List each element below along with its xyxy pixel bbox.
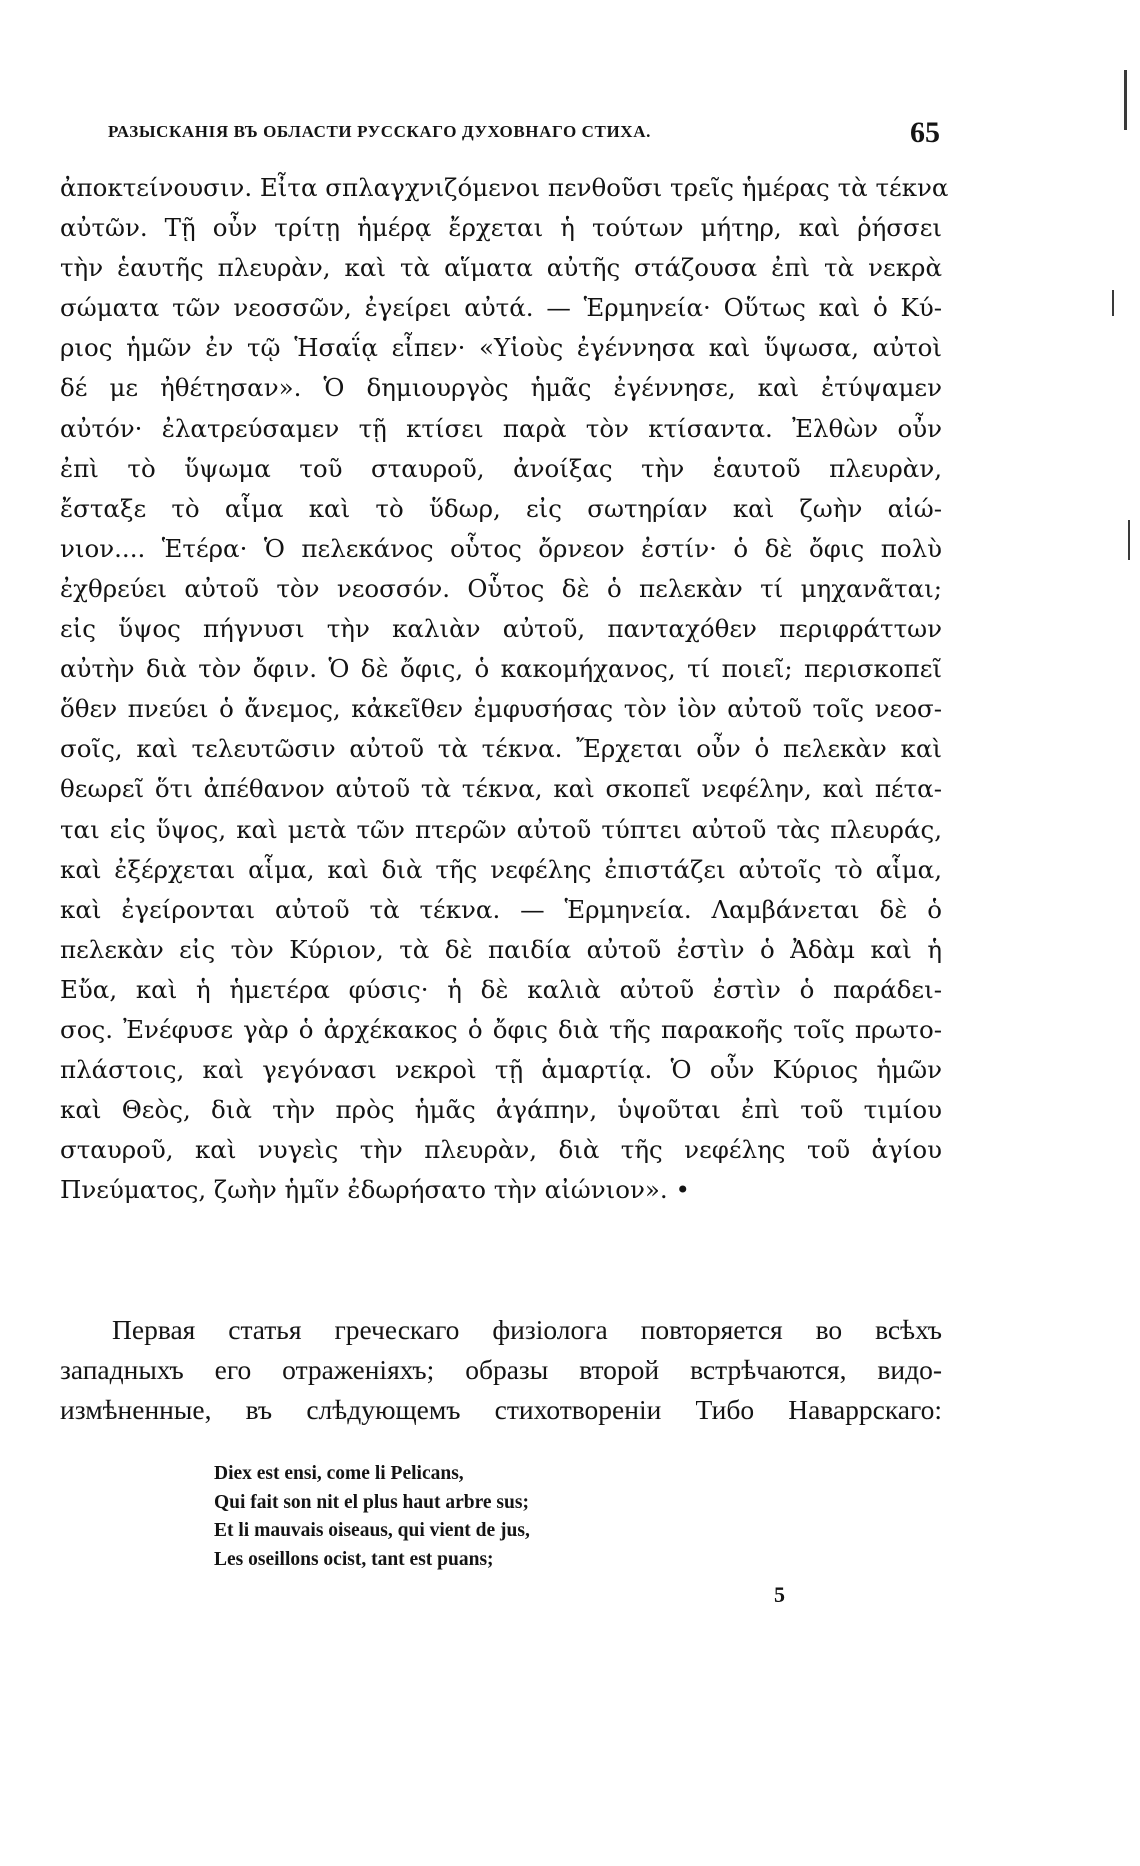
russian-line: Первая статья греческаго физіолога повторяется во всѣхъ [112, 1314, 942, 1345]
greek-quotation [60, 168, 949, 1210]
greek-line: αὐτόν· ἐλατρεύσαμεν τῇ κτίσει παρὰ τὸν κτίσαντα. Ἐλθὼν οὖν [60, 413, 942, 443]
greek-line: ἀποκτείνουσιν. Εἶτα σπλαγχνιζόμενοι πενθοῦσι τρεῖς ἡμέρας τὰ τέκνα [60, 173, 949, 202]
greek-line: ται εἰς ὕψος, καὶ μετὰ τῶν πτερῶν αὐτοῦ τύπτει αὐτοῦ τὰς πλευράς, [60, 814, 942, 844]
running-title: РАЗЫСКАНІЯ ВЪ ОБЛАСТИ РУССКАГО ДУХОВНАГО СТИХА. [108, 122, 651, 141]
greek-line: πελεκὰν εἰς τὸν Κύριον, τὰ δὲ παιδία αὐτοῦ ἐστὶν ὁ Ἀδὰμ καὶ ἡ [60, 934, 942, 964]
greek-line: θεωρεῖ ὅτι ἀπέθανον αὐτοῦ τὰ τέκνα, καὶ σκοπεῖ νεφέλην, καὶ πέτα- [60, 774, 942, 804]
greek-line: εἰς ὕψος πήγνυσι τὴν καλιὰν αὐτοῦ, πανταχόθεν περιφράττων [60, 614, 942, 644]
poem-line: Qui fait son nit el plus haut arbre sus; [214, 1491, 529, 1513]
russian-line: западныхъ его отраженіяхъ; образы второй встрѣчаются, видо- [60, 1354, 942, 1385]
greek-line: καὶ ἐγείρονται αὐτοῦ τὰ τέκνα. — Ἑρμηνεία. Λαμβάνεται δὲ ὁ [60, 894, 942, 924]
greek-line: σταυροῦ, καὶ νυγεὶς τὴν πλευρὰν, διὰ τῆς νεφέλης τοῦ ἁγίου [60, 1135, 942, 1165]
page-edge-mark [1112, 290, 1114, 316]
greek-line: καὶ Θεὸς, διὰ τὴν πρὸς ἡμᾶς ἀγάπην, ὑψοῦται ἐπὶ τοῦ τιμίου [60, 1095, 942, 1125]
page-edge-mark [1124, 70, 1127, 130]
greek-line: σώματα τῶν νεοσσῶν, ἐγείρει αὐτά. — Ἑρμηνεία· Οὕτως καὶ ὁ Κύ- [60, 293, 942, 323]
greek-line: καὶ ἐξέρχεται αἷμα, καὶ διὰ τῆς νεφέλης ἐπιστάζει αὐτοῖς τὸ αἷμα, [60, 854, 942, 884]
greek-line: Εὔα, καὶ ἡ ἡμετέρα φύσις· ἡ δὲ καλιὰ αὐτοῦ ἐστὶν ὁ παράδει- [60, 974, 942, 1004]
greek-line: αὐτῶν. Τῇ οὖν τρίτῃ ἡμέρᾳ ἔρχεται ἡ τούτων μήτηρ, καὶ ῥήσσει [60, 213, 942, 243]
greek-line: ἐπὶ τὸ ὕψωμα τοῦ σταυροῦ, ἀνοίξας τὴν ἑαυτοῦ πλευρὰν, [60, 453, 942, 483]
greek-line: Πνεύματος, ζωὴν ἡμῖν ἐδωρήσατο τὴν αἰώνιον». • [60, 1175, 690, 1205]
greek-line: ἔσταξε τὸ αἷμα καὶ τὸ ὕδωρ, εἰς σωτηρίαν καὶ ζωὴν αἰώ- [60, 493, 942, 523]
greek-line: ὅθεν πνεύει ὁ ἄνεμος, κἀκεῖθεν ἐμφυσήσας τὸν ἰὸν αὐτοῦ τοῖς νεοσ- [60, 694, 942, 724]
greek-line: ἐχθρεύει αὐτοῦ τὸν νεοσσόν. Οὗτος δὲ ὁ πελεκὰν τί μηχανᾶται; [60, 573, 942, 603]
old-french-poem [214, 1460, 774, 1574]
russian-paragraph [60, 1310, 942, 1430]
poem-line: Les oseillons ocist, tant est puans; [214, 1548, 494, 1570]
page-number: 65 [910, 116, 940, 149]
poem-line: Diex est ensi, come li Pelicans, [214, 1463, 464, 1484]
greek-line: νιον.... Ἑτέρα· Ὁ πελεκάνος οὗτος ὄρνεον ἐστίν· ὁ δὲ ὄφις πολὺ [60, 533, 942, 563]
russian-line: измѣненные, въ слѣдующемъ стихотвореніи Тибо Наваррскаго: [60, 1394, 942, 1425]
poem-line: Et li mauvais oiseaus, qui vient de jus, [214, 1520, 530, 1542]
signature-mark: 5 [774, 1582, 785, 1607]
greek-line: σος. Ἐνέφυσε γὰρ ὁ ἀρχέκακος ὁ ὄφις διὰ τῆς παρακοῆς τοῖς πρωτο- [60, 1014, 942, 1044]
greek-line: αὐτὴν διὰ τὸν ὄφιν. Ὁ δὲ ὄφις, ὁ κακομήχανος, τί ποιεῖ; περισκοπεῖ [60, 654, 942, 684]
greek-line: ριος ἡμῶν ἐν τῷ Ἡσαΐᾳ εἶπεν· «Υἱοὺς ἐγέννησα καὶ ὕψωσα, αὐτοὶ [60, 333, 942, 363]
greek-line: τὴν ἑαυτῆς πλευρὰν, καὶ τὰ αἵματα αὐτῆς στάζουσα ἐπὶ τὰ νεκρὰ [60, 253, 942, 283]
page-header [88, 116, 940, 152]
page-edge-mark [1128, 520, 1130, 560]
greek-line: πλάστοις, καὶ γεγόνασι νεκροὶ τῇ ἁμαρτίᾳ. Ὁ οὖν Κύριος ἡμῶν [60, 1055, 942, 1085]
greek-line: δέ με ἠθέτησαν». Ὁ δημιουργὸς ἡμᾶς ἐγέννησε, καὶ ἐτύψαμεν [60, 373, 942, 403]
greek-line: σοῖς, καὶ τελευτῶσιν αὐτοῦ τὰ τέκνα. Ἔρχεται οὖν ὁ πελεκὰν καὶ [60, 734, 942, 764]
